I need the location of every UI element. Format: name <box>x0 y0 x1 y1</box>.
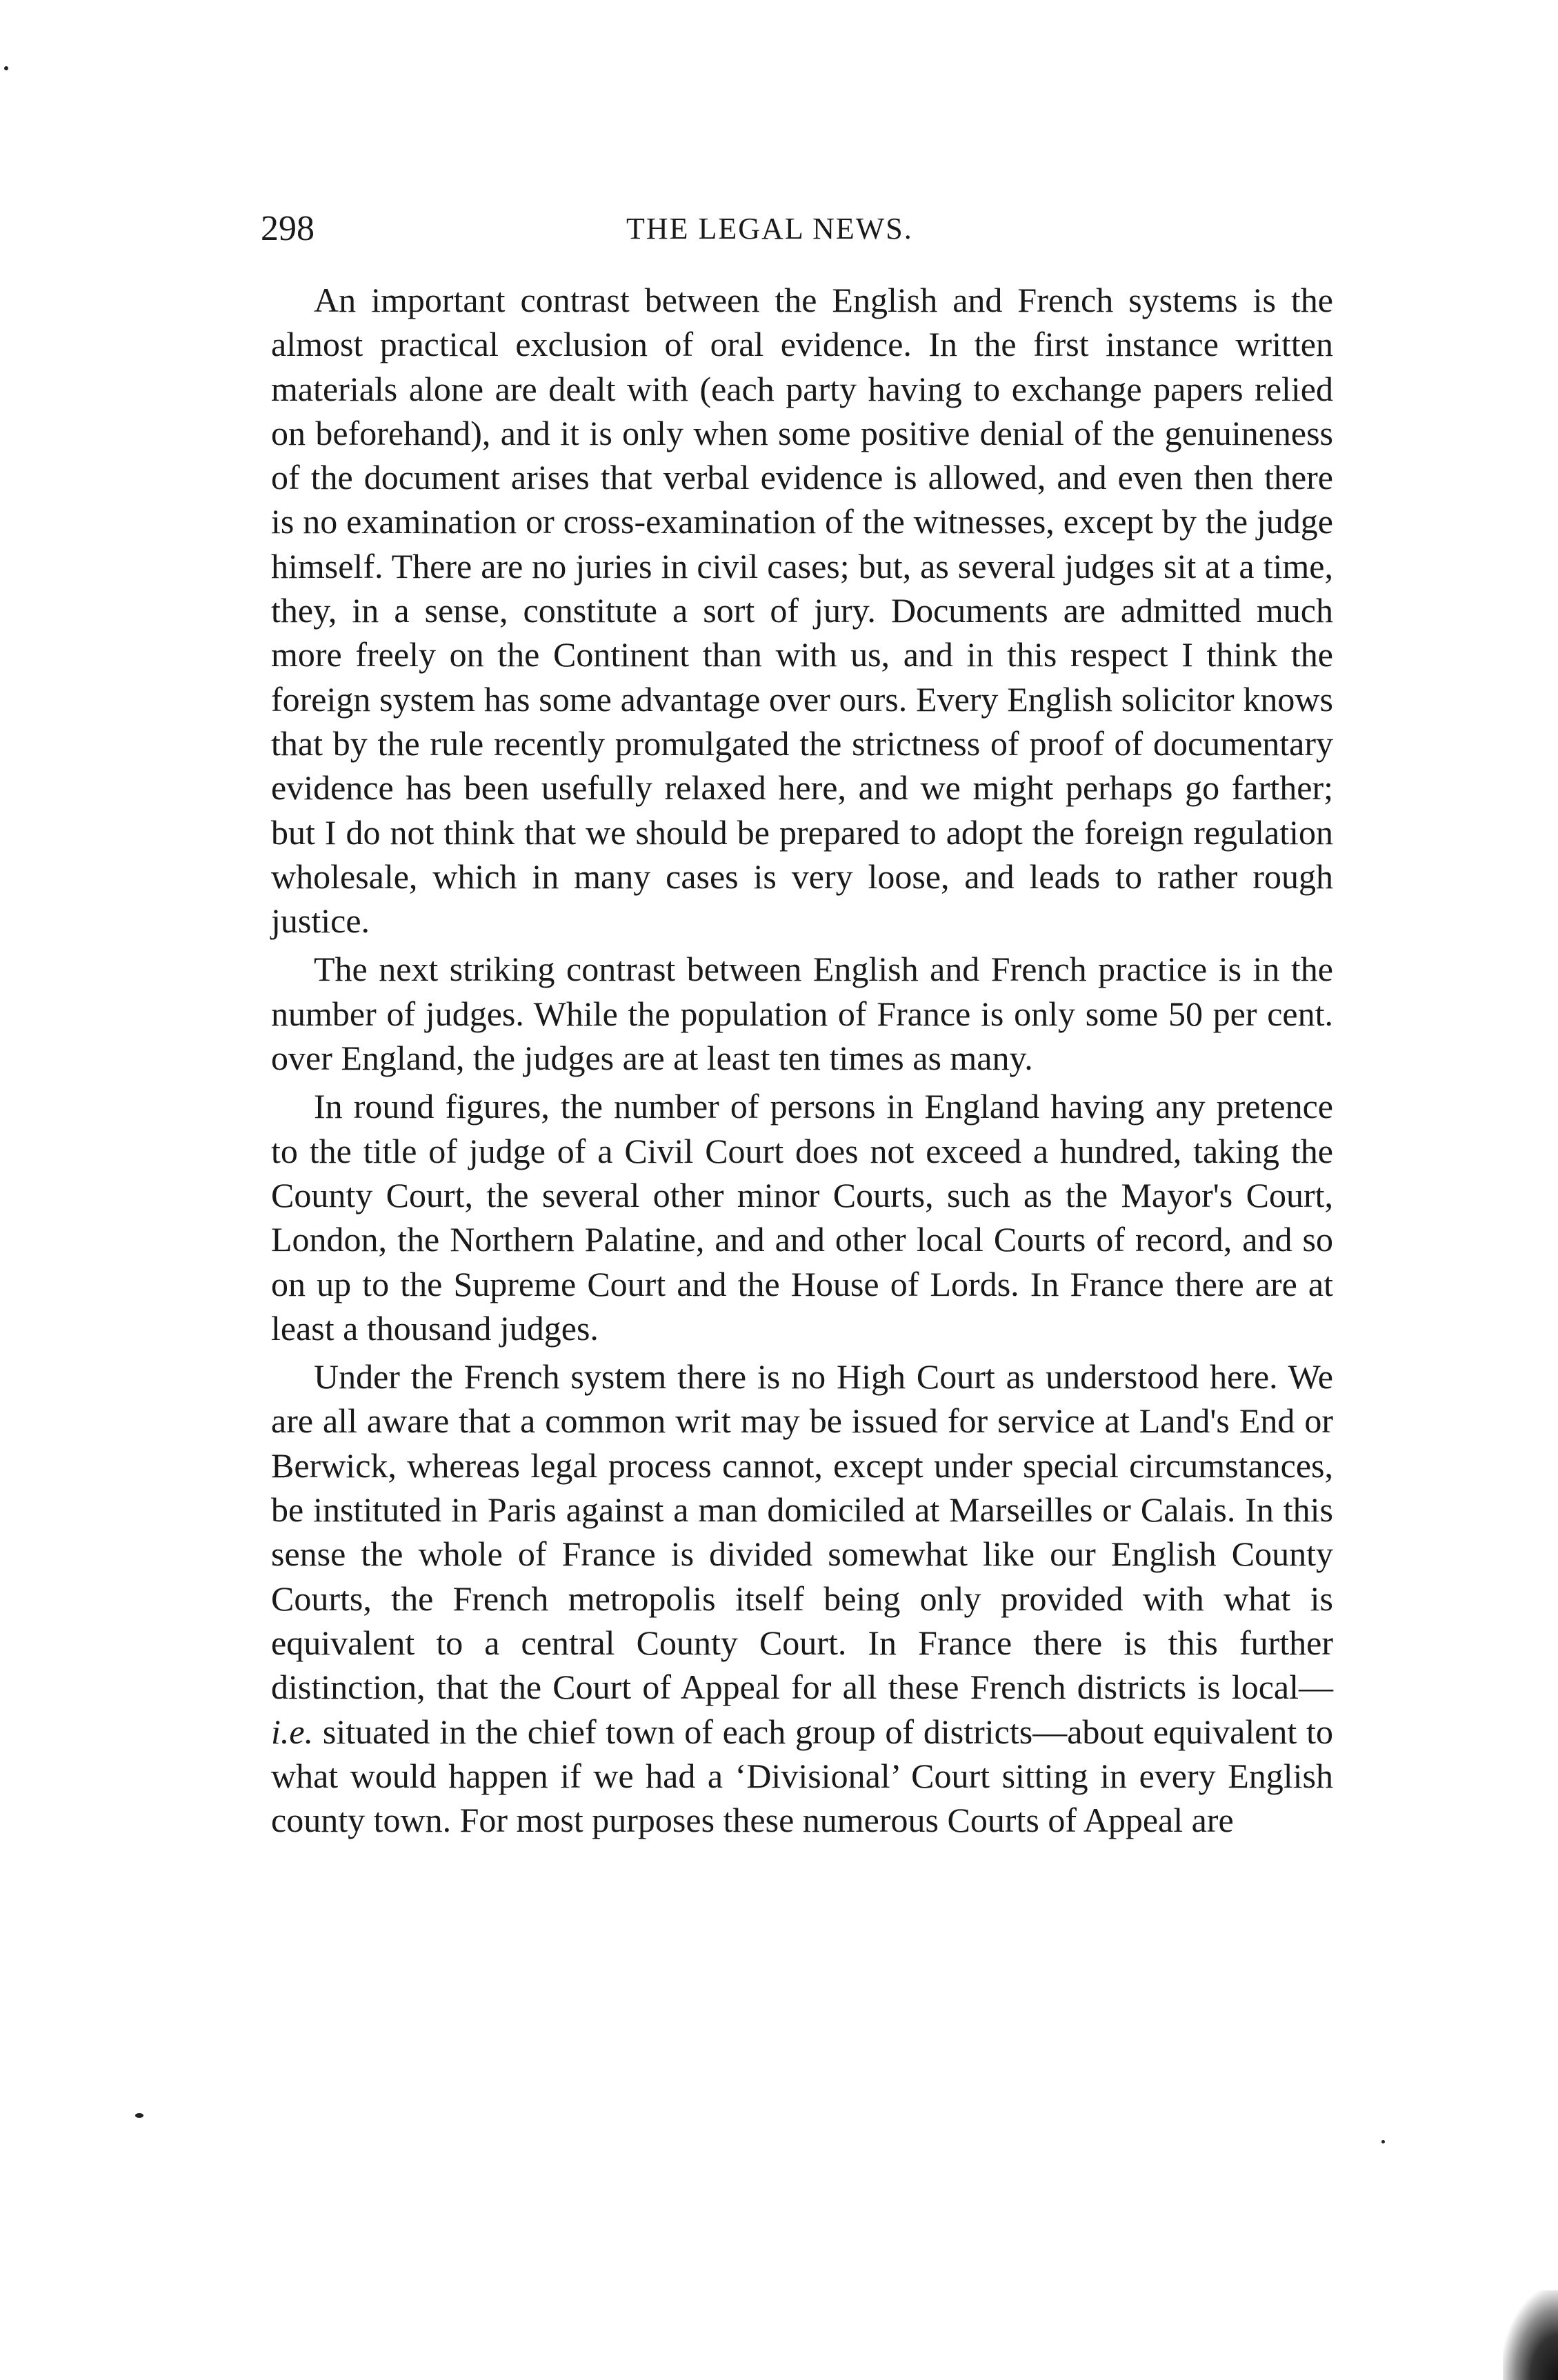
paragraph-oral-evidence: An important contrast between the English and French systems is the almost practical exclusion of oral evidence. In the first instance written materials alone are dealt with (each party having to exchange papers relied on beforehand), and it is only when some positive denial of the genuineness of the document arises that verbal evidence is allowed, and even then there is no examination or cross-examination of the witnesses, except by the judge himself. There are no juries in civil cases; but, as several judges sit at a time, they, in a sense, constitute a sort of jury. Documents are admitted much more freely on the Continent than with us, and in this respect I think the foreign system has some advantage over ours. Every English solicitor knows that by the rule recently promulgated the strictness of proof of documentary evidence has been usefully relaxed here, and we might perhaps go farther; but I do not think that we should be prepared to adopt the foreign regulation wholesale, which in many cases is very loose, and leads to rather rough justice. <box>271 281 1333 941</box>
paragraph-high-court-text-1: Under the French system there is no High Court as understood here. We are all aware that a common writ may be issued for service at Land's End or Berwick, whereas legal process cannot, except under special circumstances, be instituted in Paris against a man domiciled at Marseilles or Calais. In this sense the whole of France is divided somewhat like our English County Courts, the French metropolis itself being only provided with what is equivalent to a central County Court. In France there is this further distinction, that the Court of Appeal for all these French districts is local— <box>271 1357 1333 1707</box>
ie-abbreviation: i.e. <box>271 1712 314 1751</box>
body-text <box>271 278 1333 1846</box>
paragraph-high-court <box>271 1354 1333 1842</box>
scan-edge-mark <box>1503 2290 1558 2380</box>
page-number: 298 <box>261 209 314 248</box>
print-speck-top-left <box>4 66 8 70</box>
paragraph-round-figures: In round figures, the number of persons in England having any pretence to the title of judge of a Civil Court does not exceed a hundred, taking the County Court, the several other minor Courts, such as the Mayor's Court, London, the Northern Palatine, and and other local Courts of record, and so on up to the Supreme Court and the House of Lords. In France there are at least a thousand judges. <box>271 1087 1333 1348</box>
paragraph-high-court-text-2: situated in the chief town of each group of districts—about equivalent to what would happen if we had a ‘Divisional’ Court sitting in every English county town. For most purposes these numerous Courts of Appeal are <box>271 1712 1333 1840</box>
running-title: THE LEGAL NEWS. <box>626 212 913 246</box>
paragraph-number-of-judges: The next striking contrast between English and French practice is in the number of judges. While the population of France is only some 50 per cent. over England, the judges are at least ten times as many. <box>271 950 1333 1078</box>
print-speck-left-margin <box>135 2113 143 2118</box>
page-header <box>261 201 1364 257</box>
print-speck-right-margin <box>1381 2140 1385 2143</box>
